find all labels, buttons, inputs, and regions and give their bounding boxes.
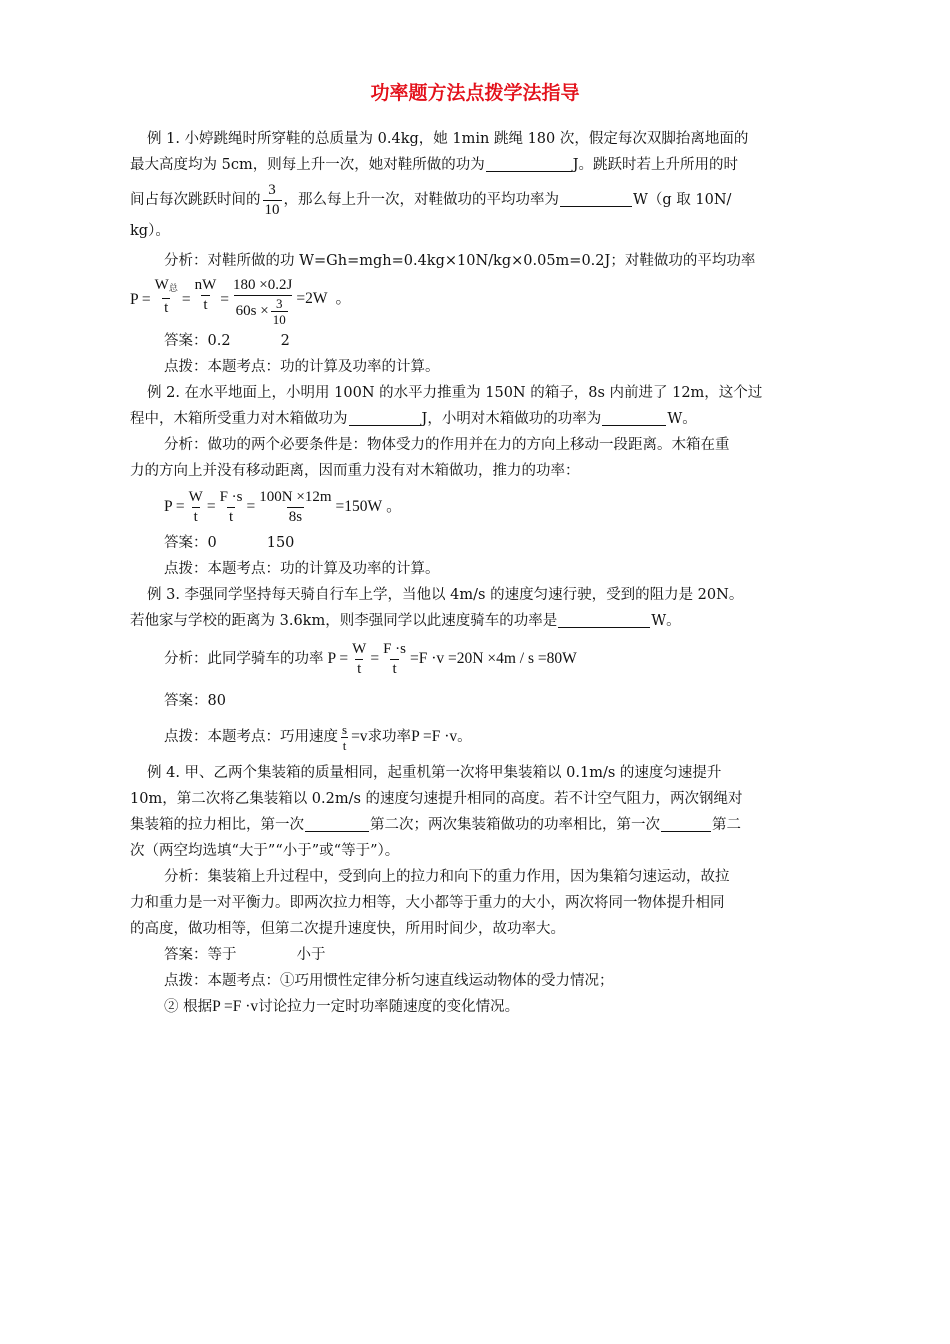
ex4-line2: 10m，第二次将乙集装箱以 0.2m/s 的速度匀速提升相同的高度。若不计空气阻力，两次钢绳对 <box>130 791 743 807</box>
ex1-line4: kg）。 <box>130 223 170 239</box>
ex1-line1: 例 1. 小婷跳绳时所穿鞋的总质量为 0.4kg，她 1min 跳绳 180 次，假定每次双脚抬离地面的 <box>147 131 749 147</box>
ex1-answer: 答案：0.2 2 <box>164 333 290 349</box>
document-body <box>130 126 820 1020</box>
ex4-line3: 集装箱的拉力相比，第一次 第二次；两次集装箱做功的功率相比，第一次 第二 <box>130 817 741 833</box>
ex4-analysis-3: 的高度，做功相等，但第二次提升速度快，所用时间少，故功率大。 <box>130 921 565 937</box>
ex4-analysis-2: 力和重力是一对平衡力。即两次拉力相等，大小都等于重力的大小，两次将同一物体提升相同 <box>130 895 725 911</box>
ex1-formula: P = $\frac{W_总}{t}$ = $\frac{nW}{t}$ = 180 ×0.2J 60s × $\frac{3}{10}$ =2W 。 <box>130 277 351 327</box>
ex3-line2: 若他家与学校的距离为 3.6km，则李强同学以此速度骑车的功率是 W。 <box>130 613 681 629</box>
ex2-blank-1[interactable] <box>349 409 421 426</box>
ex4-blank-1[interactable] <box>305 815 369 832</box>
ex4-tip-2: ② 根据P =F ·v讨论拉力一定时功率随速度的变化情况。 <box>164 998 520 1015</box>
ex3-line1: 例 3. 李强同学坚持每天骑自行车上学，当他以 4m/s 的速度匀速行驶，受到的阻力是 20N。 <box>147 587 744 603</box>
ex1-tip: 点拨：本题考点：功的计算及功率的计算。 <box>164 359 440 375</box>
page-title: 功率题方法点拨学法指导 <box>370 82 580 104</box>
ex4-line4: 次（两空均选填“大于”“小于”或“等于”）。 <box>130 843 400 859</box>
ex1-line3: 间占每次跳跃时间的 $\frac{3}{10}$ ，那么每上升一次，对鞋做功的平均功率为 W（g 取 10N/ <box>130 181 732 218</box>
ex2-tip: 点拨：本题考点：功的计算及功率的计算。 <box>164 561 440 577</box>
ex2-line1: 例 2. 在水平地面上，小明用 100N 的水平力推重为 150N 的箱子，8s 内前进了 12m，这个过 <box>147 385 763 401</box>
ex2-answer: 答案：0 150 <box>164 535 295 551</box>
ex2-analysis-2: 力的方向上并没有移动距离，因而重力没有对木箱做功，推力的功率： <box>130 463 580 479</box>
ex3-tip: 点拨：本题考点：巧用速度 $\frac{s}{t}$ =v 求功率 P =F ·v 。 <box>164 721 472 753</box>
ex3-analysis: 分析：此同学骑车的功率 P = $\frac{W}{t}$ = $\frac{F \cdot s}{t}$ =F ·v =20N ×4m / s =80W <box>164 640 577 677</box>
ex4-answer: 答案：等于 小于 <box>164 947 326 963</box>
ex1-line2: 最大高度均为 5cm，则每上升一次，她对鞋所做的功为 J。跳跃时若上升所用的时 <box>130 157 739 173</box>
ex4-blank-2[interactable] <box>661 815 711 832</box>
ex2-line2: 程中，木箱所受重力对木箱做功为 J，小明对木箱做功的功率为 W。 <box>130 411 697 427</box>
ex4-tip-1: 点拨：本题考点：①巧用惯性定律分析匀速直线运动物体的受力情况； <box>164 973 614 989</box>
ex2-analysis-1: 分析：做功的两个必要条件是：物体受力的作用并在力的方向上移动一段距离。木箱在重 <box>164 437 730 453</box>
ex1-blank-1[interactable] <box>486 155 572 172</box>
ex2-formula: P = $\frac{W}{t}$ = $\frac{F \cdot s}{t}$ = $\frac{100N \times 12m}{8s}$ =150W 。 <box>164 488 402 525</box>
ex2-blank-2[interactable] <box>602 409 666 426</box>
ex1-fraction: $\frac{3}{10}$ <box>264 181 280 218</box>
ex4-line1: 例 4. 甲、乙两个集装箱的质量相同，起重机第一次将甲集装箱以 0.1m/s 的速度匀速提升 <box>147 765 722 781</box>
ex3-blank-1[interactable] <box>558 611 650 628</box>
ex4-analysis-1: 分析：集装箱上升过程中，受到向上的拉力和向下的重力作用，因为集箱匀速运动，故拉 <box>164 869 730 885</box>
ex1-blank-2[interactable] <box>560 190 632 207</box>
ex3-answer: 答案：80 <box>164 693 226 709</box>
ex1-analysis: 分析：对鞋所做的功 W=Gh=mgh=0.4kg×10N/kg×0.05m=0.2J；对鞋做功的平均功率 <box>164 253 756 269</box>
